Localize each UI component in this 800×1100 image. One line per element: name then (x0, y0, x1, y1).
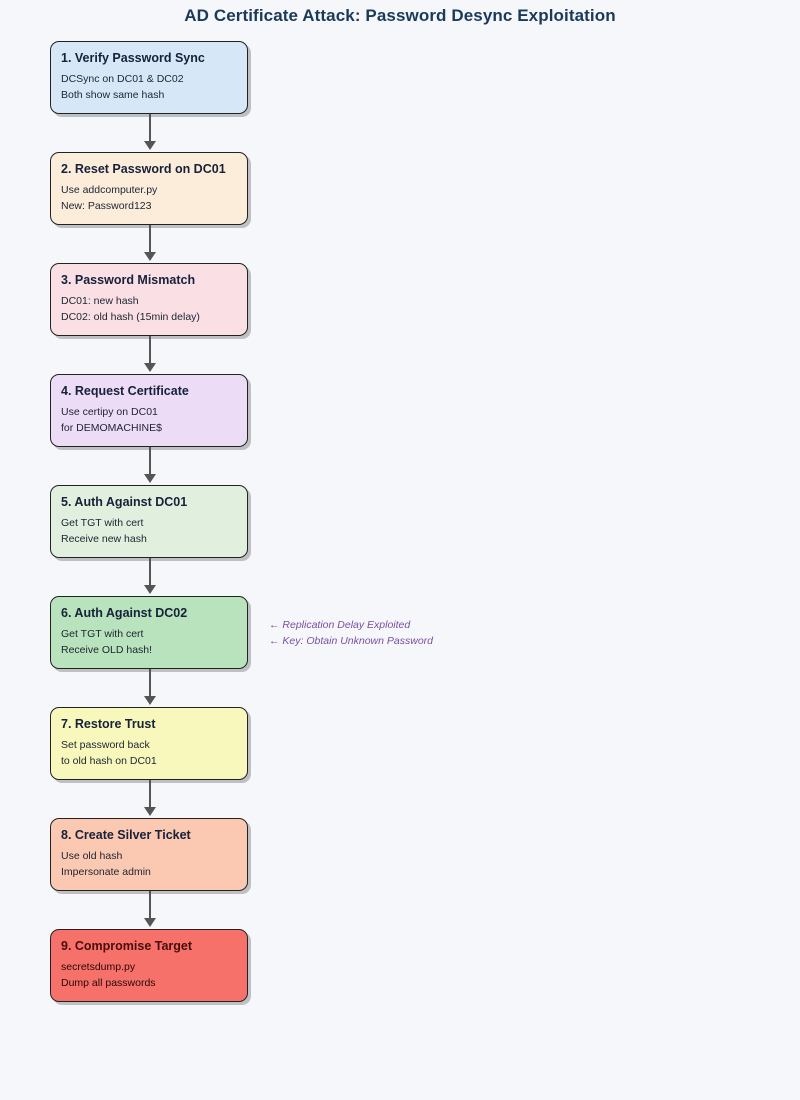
arrow-head-icon (144, 141, 156, 150)
node-6-header: 6. Auth Against DC02 (61, 606, 188, 620)
node-9-line-1: secretsdump.py (61, 961, 136, 973)
arrow-7-to-8 (50, 780, 248, 818)
arrow-head-icon (144, 585, 156, 594)
flowchart (50, 41, 250, 1002)
node-3-header: 3. Password Mismatch (61, 273, 196, 287)
arrow-4-to-5 (50, 447, 248, 485)
node-1-header: 1. Verify Password Sync (61, 51, 205, 65)
node-4-header: 4. Request Certificate (61, 384, 189, 398)
node-4-line-1: Use certipy on DC01 (61, 406, 158, 418)
flow-node-7[interactable] (50, 707, 248, 780)
node-7-header: 7. Restore Trust (61, 717, 156, 731)
arrow-head-icon (144, 696, 156, 705)
node-8-line-2: Impersonate admin (61, 865, 151, 878)
node-5-header: 5. Auth Against DC01 (61, 495, 188, 509)
annotation-group (269, 618, 433, 649)
flow-node-1[interactable] (50, 41, 248, 114)
flow-node-6[interactable] (50, 596, 248, 669)
page-title: AD Certificate Attack: Password Desync Exploitation (184, 6, 616, 25)
node-6-line-1: Get TGT with cert (61, 628, 144, 640)
flow-node-8[interactable] (50, 818, 248, 891)
flow-node-5[interactable] (50, 485, 248, 558)
node-3-line-2: DC02: old hash (15min delay) (61, 310, 200, 323)
arrow-stem (149, 558, 151, 588)
node-1-line-1: DCSync on DC01 & DC02 (61, 73, 184, 85)
arrow-head-icon (144, 918, 156, 927)
arrow-head-icon (144, 363, 156, 372)
annotation-unknown-password: ← Key: Obtain Unknown Password (269, 634, 433, 647)
arrow-1-to-2 (50, 114, 248, 152)
arrow-stem (149, 669, 151, 699)
node-7-line-1: Set password back (61, 739, 150, 751)
arrow-stem (149, 114, 151, 144)
arrow-5-to-6 (50, 558, 248, 596)
arrow-6-to-7 (50, 669, 248, 707)
flow-node-9[interactable] (50, 929, 248, 1002)
arrow-stem (149, 225, 151, 255)
arrow-head-icon (144, 252, 156, 261)
node-5-line-2: Receive new hash (61, 532, 147, 545)
arrow-stem (149, 891, 151, 921)
node-7-line-2: to old hash on DC01 (61, 754, 157, 767)
node-2-line-1: Use addcomputer.py (61, 184, 158, 196)
node-2-line-2: New: Password123 (61, 199, 152, 212)
node-9-header: 9. Compromise Target (61, 939, 193, 953)
arrow-stem (149, 336, 151, 366)
flow-node-3[interactable] (50, 263, 248, 336)
node-6-line-2: Receive OLD hash! (61, 643, 153, 656)
node-8-line-1: Use old hash (61, 850, 123, 862)
node-5-line-1: Get TGT with cert (61, 517, 144, 529)
node-4-line-2: for DEMOMACHINE$ (61, 421, 162, 434)
arrow-head-icon (144, 474, 156, 483)
arrow-stem (149, 447, 151, 477)
node-1-line-2: Both show same hash (61, 88, 165, 101)
flow-node-2[interactable] (50, 152, 248, 225)
arrow-2-to-3 (50, 225, 248, 263)
flow-node-4[interactable] (50, 374, 248, 447)
annotation-replication-delay: ← Replication Delay Exploited (269, 619, 411, 631)
arrow-3-to-4 (50, 336, 248, 374)
arrow-head-icon (144, 807, 156, 816)
node-8-header: 8. Create Silver Ticket (61, 828, 191, 842)
node-2-header: 2. Reset Password on DC01 (61, 162, 226, 176)
arrow-8-to-9 (50, 891, 248, 929)
node-3-line-1: DC01: new hash (61, 295, 139, 307)
node-9-line-2: Dump all passwords (61, 976, 156, 989)
arrow-stem (149, 780, 151, 810)
